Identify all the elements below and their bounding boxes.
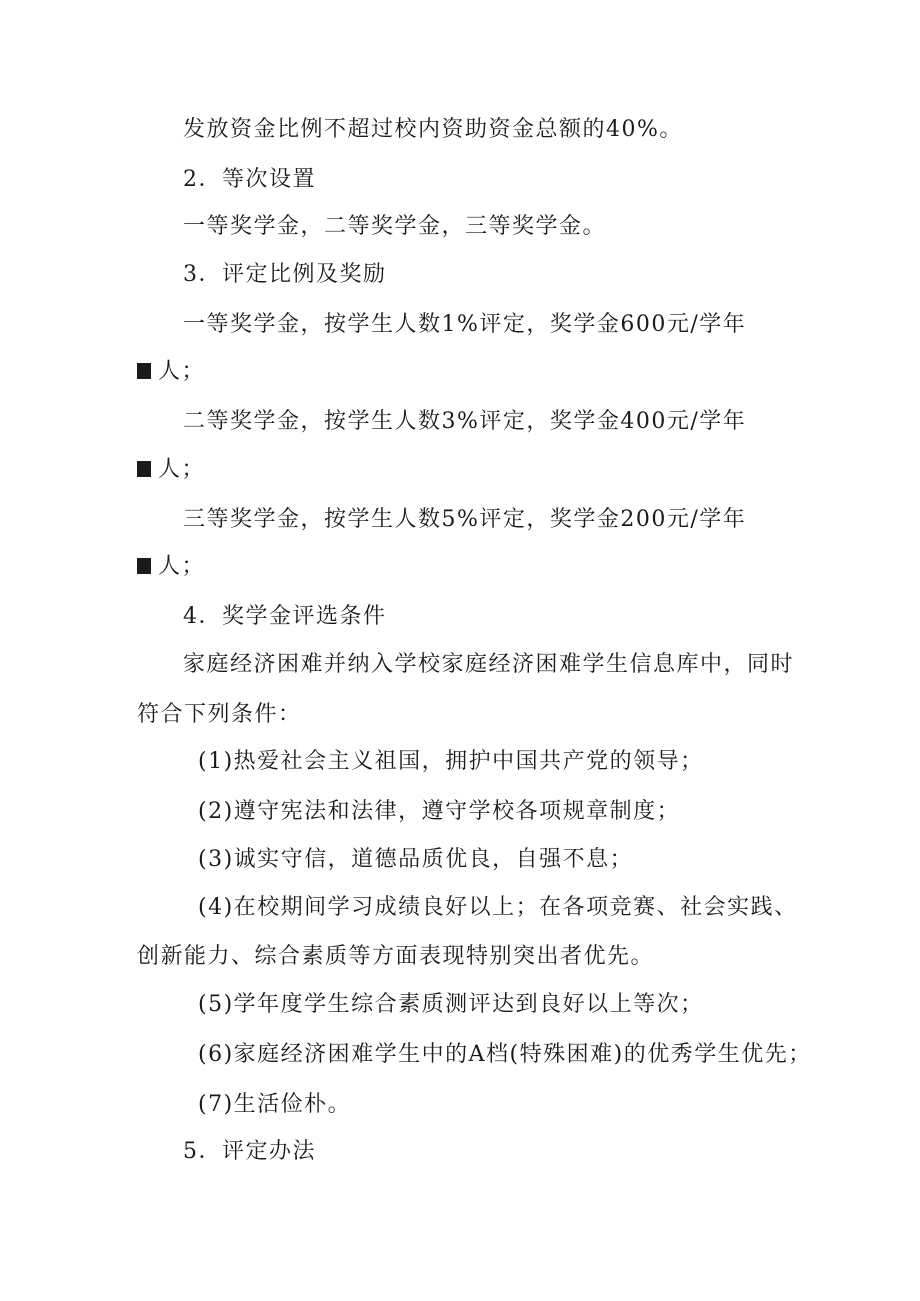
paragraph-conditions-intro-cont: 符合下列条件： <box>137 702 302 727</box>
redaction-block <box>137 558 151 574</box>
heading-grade-settings: 2．等次设置 <box>183 167 316 192</box>
condition-item-4: (4)在校期间学习成绩良好以上；在各项竞赛、社会实践、 <box>198 895 798 920</box>
heading-selection-conditions: 4．奖学金评选条件 <box>183 604 387 629</box>
condition-item-1: (1)热爱社会主义祖国，拥护中国共产党的领导； <box>198 749 704 774</box>
paragraph-funding-ratio: 发放资金比例不超过校内资助资金总额的40%。 <box>183 117 683 142</box>
heading-evaluation-method: 5．评定办法 <box>183 1139 316 1164</box>
condition-item-4-cont: 创新能力、综合素质等方面表现特别突出者优先。 <box>137 944 655 969</box>
paragraph-third-prize: 三等奖学金，按学生人数5%评定，奖学金200元/学年 <box>183 507 747 532</box>
paragraph-second-prize-cont: 人； <box>158 457 206 482</box>
heading-ratio-and-reward: 3．评定比例及奖励 <box>183 262 387 287</box>
condition-item-6: (6)家庭经济困难学生中的A档(特殊困难)的优秀学生优先； <box>198 1042 812 1067</box>
paragraph-grade-list: 一等奖学金，二等奖学金，三等奖学金。 <box>183 214 607 239</box>
redaction-block <box>137 363 151 379</box>
condition-item-7: (7)生活俭朴。 <box>198 1092 352 1117</box>
condition-item-2: (2)遵守宪法和法律，遵守学校各项规章制度； <box>198 799 681 824</box>
redaction-block <box>137 461 151 477</box>
condition-item-5: (5)学年度学生综合素质测评达到良好以上等次； <box>198 992 704 1017</box>
paragraph-first-prize: 一等奖学金，按学生人数1%评定，奖学金600元/学年 <box>183 312 747 337</box>
paragraph-second-prize: 二等奖学金，按学生人数3%评定，奖学金400元/学年 <box>183 409 747 434</box>
paragraph-third-prize-cont: 人； <box>158 554 206 579</box>
paragraph-conditions-intro: 家庭经济困难并纳入学校家庭经济困难学生信息库中，同时 <box>183 652 795 677</box>
condition-item-3: (3)诚实守信，道德品质优良，自强不息； <box>198 847 634 872</box>
paragraph-first-prize-cont: 人； <box>158 359 206 384</box>
